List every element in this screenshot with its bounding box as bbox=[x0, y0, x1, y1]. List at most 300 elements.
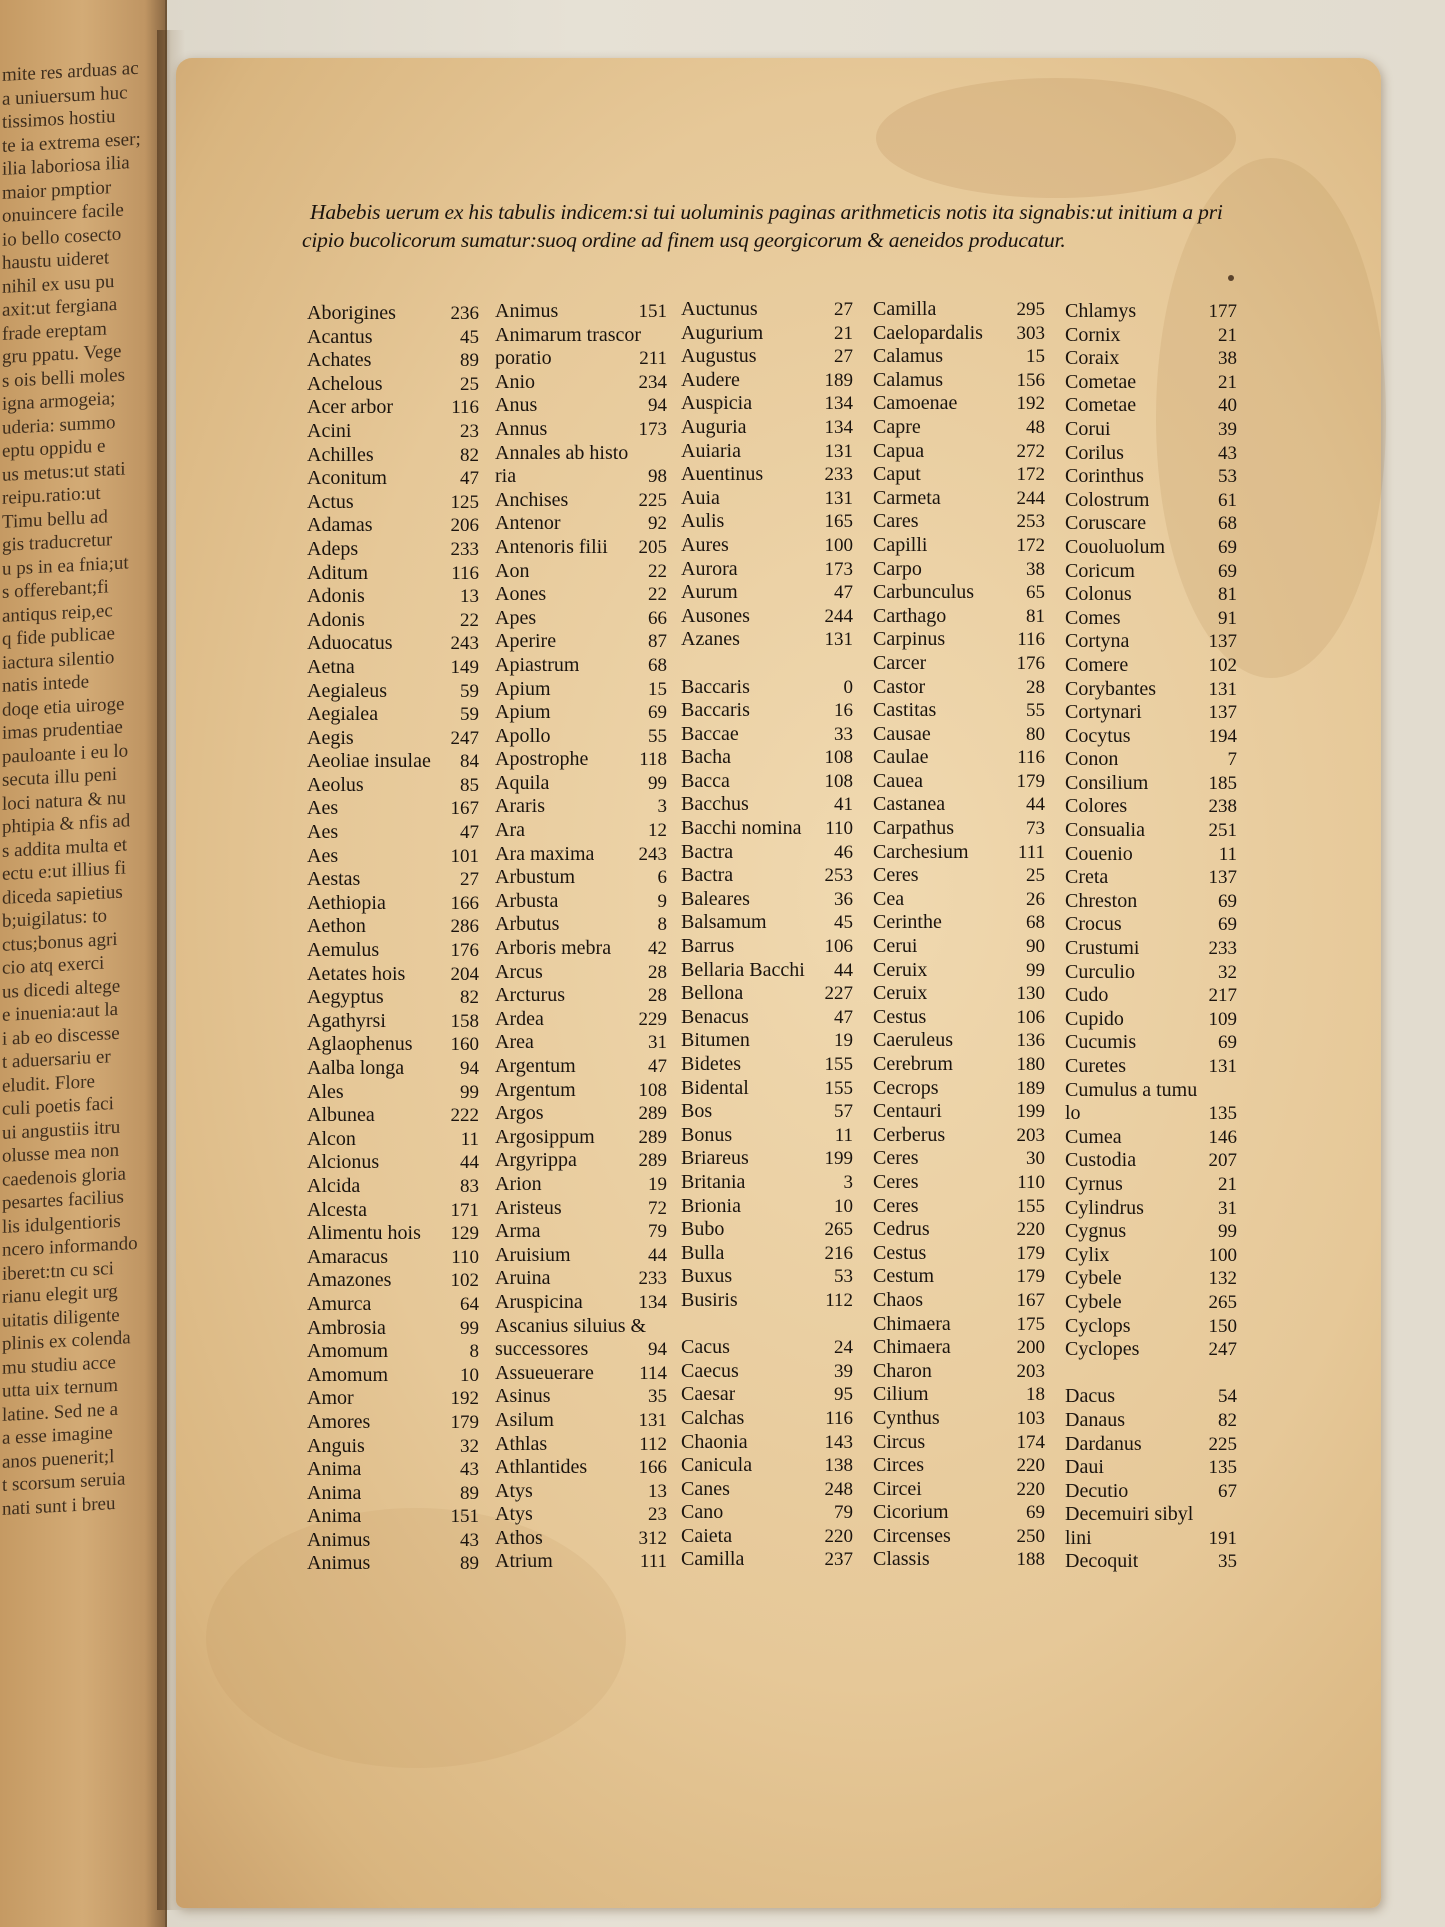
page-number: 125 bbox=[450, 491, 479, 513]
index-term: Consilium bbox=[1065, 771, 1149, 794]
page-number: 265 bbox=[824, 1219, 853, 1241]
index-term: Coruscare bbox=[1065, 512, 1147, 535]
index-term: Ales bbox=[307, 1080, 344, 1103]
index-term: Bidetes bbox=[681, 1053, 741, 1075]
page-number: 21 bbox=[1218, 371, 1237, 393]
index-entry bbox=[681, 605, 853, 629]
left-page-line: nati sunt i breu bbox=[2, 1492, 116, 1520]
page-number: 28 bbox=[648, 961, 667, 983]
index-term: Corinthus bbox=[1065, 465, 1144, 488]
index-term: Cestum bbox=[873, 1265, 935, 1288]
index-term: Adamas bbox=[307, 514, 373, 537]
index-entry bbox=[681, 793, 853, 817]
page-number: 81 bbox=[1026, 605, 1045, 627]
index-entry bbox=[1065, 324, 1237, 348]
page-number: 59 bbox=[460, 704, 479, 726]
left-page-line: iberet:tn cu sci bbox=[2, 1257, 114, 1285]
page-number: 103 bbox=[1016, 1407, 1045, 1429]
left-page-line: t scorsum seruia bbox=[2, 1468, 126, 1496]
index-term: Ambrosia bbox=[307, 1316, 386, 1339]
index-term: Curetes bbox=[1065, 1055, 1127, 1077]
page-number: 286 bbox=[450, 916, 479, 938]
page-number: 155 bbox=[824, 1077, 853, 1099]
page-number: 53 bbox=[1218, 466, 1237, 488]
index-entry bbox=[307, 1199, 479, 1223]
index-term: Bellona bbox=[681, 982, 744, 1005]
index-term: Cano bbox=[681, 1501, 724, 1524]
left-page-line: us dicedi altege bbox=[2, 975, 121, 1003]
page-number: 200 bbox=[1016, 1337, 1045, 1359]
index-term: Aditum bbox=[307, 561, 369, 584]
page-number: 23 bbox=[460, 420, 479, 442]
index-term: Arion bbox=[495, 1172, 542, 1195]
index-term: Bacchus bbox=[681, 793, 749, 816]
page-number: 19 bbox=[834, 1030, 853, 1052]
index-term: Achilles bbox=[307, 443, 374, 466]
page-number: 106 bbox=[1016, 1006, 1045, 1028]
page-number: 94 bbox=[648, 1339, 667, 1361]
index-entry bbox=[681, 1525, 853, 1549]
index-term: Cea bbox=[873, 887, 905, 910]
index-entry bbox=[495, 300, 667, 324]
index-term: Carpinus bbox=[873, 628, 946, 651]
page-number: 199 bbox=[1016, 1101, 1045, 1123]
page-number: 10 bbox=[460, 1364, 479, 1386]
index-term: Cybele bbox=[1065, 1290, 1122, 1313]
index-entry bbox=[681, 369, 853, 393]
page-number: 135 bbox=[1208, 1457, 1237, 1479]
index-entry bbox=[1065, 1197, 1237, 1221]
left-page-line: q fide publicae bbox=[2, 623, 115, 650]
heading-line: cipio bucolicorum sumatur:suoq ordine ad finem usq georgicorum & aeneidos producatur. bbox=[302, 228, 1066, 252]
page-number: 253 bbox=[1016, 511, 1045, 533]
page-number: 143 bbox=[824, 1431, 853, 1453]
index-entry bbox=[1065, 1433, 1237, 1457]
index-entry bbox=[873, 369, 1045, 393]
index-entry bbox=[495, 1008, 667, 1032]
index-entry bbox=[873, 416, 1045, 440]
index-entry bbox=[873, 1029, 1045, 1053]
left-page-line: eptu oppidu e bbox=[2, 435, 106, 462]
index-entry bbox=[1065, 1031, 1237, 1055]
left-page-line: mite res arduas ac bbox=[2, 57, 139, 86]
page-number: 244 bbox=[824, 605, 853, 627]
index-term: Balsamum bbox=[681, 911, 767, 934]
index-term: Aristeus bbox=[495, 1196, 562, 1219]
page-number: 253 bbox=[824, 865, 853, 887]
index-term: Alcesta bbox=[307, 1198, 367, 1221]
index-term: Centauri bbox=[873, 1100, 942, 1123]
index-term: Bacca bbox=[681, 769, 730, 792]
index-entry bbox=[307, 585, 479, 609]
left-page-line: s offerebant;fi bbox=[2, 576, 109, 603]
index-entry bbox=[681, 817, 853, 841]
index-term: Carchesium bbox=[873, 840, 969, 863]
page-number: 69 bbox=[1218, 560, 1237, 582]
left-page-line: loci natura & nu bbox=[2, 786, 126, 815]
index-entry bbox=[873, 1525, 1045, 1549]
index-term: Colores bbox=[1065, 795, 1128, 818]
index-term: Adonis bbox=[307, 585, 365, 608]
index-term: Cometae bbox=[1065, 394, 1137, 417]
left-page-line: uitatis diligente bbox=[2, 1304, 120, 1332]
index-term: Cyrnus bbox=[1065, 1172, 1123, 1195]
index-term: Animus bbox=[307, 1552, 371, 1575]
index-term: Decemuiri sibyl bbox=[1065, 1503, 1194, 1526]
index-entry bbox=[307, 538, 479, 562]
page-number: 99 bbox=[1026, 959, 1045, 981]
index-entry bbox=[495, 1149, 667, 1173]
index-column bbox=[681, 298, 853, 1572]
index-entry bbox=[873, 864, 1045, 888]
index-term: Arbustum bbox=[495, 866, 575, 889]
page-number: 31 bbox=[1218, 1197, 1237, 1219]
page-number: 69 bbox=[1218, 914, 1237, 936]
index-term: Area bbox=[495, 1031, 534, 1054]
left-page-line: natis intede bbox=[2, 671, 90, 697]
index-entry bbox=[873, 1289, 1045, 1313]
index-term: Aeoliae insulae bbox=[307, 750, 431, 773]
page-number: 33 bbox=[834, 723, 853, 745]
page-number: 43 bbox=[460, 1459, 479, 1481]
page-number: 31 bbox=[648, 1032, 667, 1054]
index-term: Aperire bbox=[495, 630, 557, 653]
page-number: 185 bbox=[1208, 772, 1237, 794]
left-page-line: haustu uideret bbox=[2, 247, 110, 274]
index-entry bbox=[873, 1077, 1045, 1101]
index-term: Anio bbox=[495, 370, 535, 393]
index-entry bbox=[307, 632, 479, 656]
page-number: 179 bbox=[1016, 1242, 1045, 1264]
index-term: Aalba longa bbox=[307, 1057, 405, 1079]
page-number: 110 bbox=[1017, 1171, 1045, 1193]
index-term: Aegis bbox=[307, 726, 354, 749]
page-number: 131 bbox=[638, 1409, 667, 1431]
left-page-line: axit:ut fergiana bbox=[2, 293, 118, 321]
left-page-line: u ps in ea fnia;ut bbox=[2, 551, 129, 580]
page-number: 28 bbox=[648, 985, 667, 1007]
index-entry bbox=[681, 746, 853, 770]
index-term: Aduocatus bbox=[307, 632, 393, 655]
index-entry bbox=[495, 1055, 667, 1079]
page-number: 69 bbox=[1218, 536, 1237, 558]
page-number: 191 bbox=[1208, 1527, 1237, 1549]
index-term: Asilum bbox=[495, 1408, 554, 1431]
page-number: 35 bbox=[648, 1386, 667, 1408]
left-page-line: caedenois gloria bbox=[2, 1162, 126, 1191]
index-table bbox=[295, 300, 1255, 1600]
index-entry bbox=[495, 1385, 667, 1409]
index-term: Circes bbox=[873, 1454, 925, 1477]
index-entry bbox=[495, 465, 667, 489]
index-term: Apium bbox=[495, 677, 551, 700]
left-page-line: olusse mea non bbox=[2, 1139, 120, 1167]
index-term: Audere bbox=[681, 368, 740, 391]
index-term: Ausones bbox=[681, 604, 750, 627]
page-number: 99 bbox=[1218, 1221, 1237, 1243]
page-number: 174 bbox=[1016, 1431, 1045, 1453]
index-entry bbox=[495, 1220, 667, 1244]
index-term: Alcionus bbox=[307, 1151, 380, 1174]
page-number: 36 bbox=[834, 888, 853, 910]
index-column bbox=[1065, 300, 1237, 1574]
page-number: 265 bbox=[1208, 1291, 1237, 1313]
index-term: Benacus bbox=[681, 1005, 749, 1028]
page-number: 82 bbox=[460, 987, 479, 1009]
index-entry bbox=[681, 982, 853, 1006]
index-term: Bellaria Bacchi bbox=[681, 958, 805, 981]
page-number: 220 bbox=[824, 1525, 853, 1547]
index-entry bbox=[307, 1317, 479, 1341]
index-term: Bacchi nomina bbox=[681, 817, 802, 840]
page-number: 134 bbox=[638, 1291, 667, 1313]
left-page-line: gis traducretur bbox=[2, 529, 113, 556]
index-term: Cudo bbox=[1065, 984, 1109, 1007]
page-number: 116 bbox=[1017, 747, 1045, 769]
page-number: 13 bbox=[460, 586, 479, 608]
index-entry bbox=[681, 1360, 853, 1384]
page-number: 179 bbox=[1016, 1266, 1045, 1288]
page-number: 199 bbox=[824, 1148, 853, 1170]
index-term: Cilium bbox=[873, 1383, 929, 1406]
page-number: 155 bbox=[1016, 1195, 1045, 1217]
page-number: 95 bbox=[834, 1384, 853, 1406]
index-term: Acantus bbox=[307, 325, 373, 348]
index-entry bbox=[307, 1033, 479, 1057]
page-number: 216 bbox=[824, 1242, 853, 1264]
index-entry bbox=[307, 1482, 479, 1506]
index-entry bbox=[307, 939, 479, 963]
index-entry bbox=[873, 1265, 1045, 1289]
page-number: 205 bbox=[638, 536, 667, 558]
index-term: Carpo bbox=[873, 557, 922, 580]
index-entry bbox=[873, 510, 1045, 534]
index-term: Alcida bbox=[307, 1174, 361, 1197]
page-number: 207 bbox=[1208, 1150, 1237, 1172]
page-number: 220 bbox=[1016, 1478, 1045, 1500]
page-number: 225 bbox=[1208, 1433, 1237, 1455]
index-term: Annales ab histo bbox=[495, 441, 629, 464]
index-term: Busiris bbox=[681, 1288, 738, 1311]
index-term: Classis bbox=[873, 1548, 930, 1571]
page-number: 102 bbox=[450, 1270, 479, 1292]
index-term: Azanes bbox=[681, 628, 740, 651]
index-entry bbox=[307, 349, 479, 373]
index-entry bbox=[495, 1291, 667, 1315]
index-entry bbox=[1065, 512, 1237, 536]
index-term: Cauea bbox=[873, 769, 923, 792]
index-term: Chimaera bbox=[873, 1336, 951, 1359]
index-term: Athos bbox=[495, 1526, 543, 1549]
index-entry bbox=[681, 392, 853, 416]
index-term: Amazones bbox=[307, 1269, 392, 1292]
page-number: 176 bbox=[1016, 652, 1045, 674]
index-entry bbox=[1065, 1220, 1237, 1244]
index-term: Aborigines bbox=[307, 302, 396, 324]
left-page-line: anos puenerit;l bbox=[2, 1445, 115, 1473]
index-entry bbox=[1065, 418, 1237, 442]
left-page-line: gru ppatu. Vege bbox=[2, 340, 122, 368]
index-term: Anima bbox=[307, 1458, 362, 1481]
index-entry bbox=[1065, 1291, 1237, 1315]
index-entry bbox=[1065, 725, 1237, 749]
index-entry bbox=[307, 656, 479, 680]
index-term: Comere bbox=[1065, 653, 1129, 676]
index-term: Coraix bbox=[1065, 347, 1120, 370]
index-entry bbox=[495, 1362, 667, 1386]
index-term: Asinus bbox=[495, 1385, 551, 1408]
index-term: Aes bbox=[307, 797, 339, 820]
index-term: Aulis bbox=[681, 510, 725, 533]
index-entry bbox=[873, 440, 1045, 464]
page-number: 19 bbox=[648, 1173, 667, 1195]
index-term: Cupido bbox=[1065, 1007, 1124, 1030]
index-entry bbox=[873, 1195, 1045, 1219]
index-term: Achelous bbox=[307, 372, 383, 395]
index-entry bbox=[495, 961, 667, 985]
index-entry bbox=[307, 1387, 479, 1411]
index-entry bbox=[307, 868, 479, 892]
index-entry bbox=[1065, 866, 1237, 890]
index-entry bbox=[495, 890, 667, 914]
index-term: Cyclopes bbox=[1065, 1338, 1140, 1361]
page-number: 22 bbox=[648, 584, 667, 606]
page-number: 101 bbox=[450, 845, 479, 867]
index-term: Ceruix bbox=[873, 982, 928, 1005]
index-entry bbox=[307, 892, 479, 916]
index-term: Carthago bbox=[873, 604, 947, 627]
index-entry bbox=[681, 581, 853, 605]
index-term: Circei bbox=[873, 1477, 922, 1500]
page-number: 38 bbox=[1218, 348, 1237, 370]
page-number: 179 bbox=[1016, 770, 1045, 792]
index-entry bbox=[681, 1242, 853, 1266]
index-entry bbox=[495, 324, 667, 348]
index-term: Apium bbox=[495, 701, 551, 724]
index-term: Coricum bbox=[1065, 559, 1135, 582]
index-entry bbox=[495, 560, 667, 584]
left-page-line: ilia laboriosa ilia bbox=[2, 152, 130, 180]
index-term: Aes bbox=[307, 844, 339, 867]
index-term: Calchas bbox=[681, 1406, 745, 1429]
left-page-line: mu studiu acce bbox=[2, 1351, 116, 1379]
index-term: Crocus bbox=[1065, 913, 1122, 936]
page-number: 43 bbox=[1218, 442, 1237, 464]
index-term: Caelopardalis bbox=[873, 321, 983, 344]
ink-dot bbox=[1228, 275, 1234, 281]
index-entry bbox=[1065, 583, 1237, 607]
index-term: Adeps bbox=[307, 537, 359, 560]
left-page-line: io bello cosecto bbox=[2, 223, 122, 251]
index-entry bbox=[873, 699, 1045, 723]
index-entry bbox=[873, 534, 1045, 558]
index-entry bbox=[495, 937, 667, 961]
page-number: 203 bbox=[1016, 1124, 1045, 1146]
page-number: 25 bbox=[460, 373, 479, 395]
index-entry bbox=[1065, 489, 1237, 513]
index-term: Chreston bbox=[1065, 889, 1138, 912]
index-term: Curculio bbox=[1065, 960, 1135, 983]
index-entry bbox=[495, 1315, 667, 1339]
page-number: 21 bbox=[1218, 1173, 1237, 1195]
index-entry bbox=[681, 723, 853, 747]
index-term: Arma bbox=[495, 1220, 541, 1243]
index-term: Aon bbox=[495, 559, 530, 582]
page-number: 90 bbox=[1026, 936, 1045, 958]
index-term: Aetna bbox=[307, 655, 355, 678]
page-number: 68 bbox=[1218, 513, 1237, 535]
page-number: 68 bbox=[1026, 912, 1045, 934]
index-entry bbox=[495, 512, 667, 536]
left-page-line: ctus;bonus agri bbox=[2, 928, 118, 956]
index-entry bbox=[873, 1147, 1045, 1171]
page-number: 131 bbox=[824, 487, 853, 509]
left-page-line: cio atq exerci bbox=[2, 952, 105, 979]
index-entry bbox=[495, 536, 667, 560]
index-entry bbox=[681, 699, 853, 723]
index-entry bbox=[873, 605, 1045, 629]
page-number: 151 bbox=[450, 1506, 479, 1528]
page-number: 9 bbox=[657, 890, 667, 912]
index-entry bbox=[681, 558, 853, 582]
index-entry bbox=[873, 581, 1045, 605]
page-number: 158 bbox=[450, 1010, 479, 1032]
index-term: Chaos bbox=[873, 1288, 923, 1311]
index-entry bbox=[307, 1458, 479, 1482]
index-term: Amomum bbox=[307, 1363, 389, 1386]
index-entry bbox=[681, 1053, 853, 1077]
index-entry bbox=[681, 510, 853, 534]
page-heading bbox=[302, 198, 1250, 254]
page-number: 11 bbox=[1218, 843, 1237, 865]
index-entry bbox=[681, 911, 853, 935]
index-entry bbox=[495, 1456, 667, 1480]
index-term: Corybantes bbox=[1065, 677, 1157, 700]
index-term: Castitas bbox=[873, 699, 937, 722]
index-term: Cacus bbox=[681, 1336, 730, 1359]
page-number: 188 bbox=[1016, 1549, 1045, 1571]
page-number: 30 bbox=[1026, 1148, 1045, 1170]
index-term: Animus bbox=[495, 300, 559, 322]
page-number: 47 bbox=[460, 468, 479, 490]
index-entry bbox=[681, 1029, 853, 1053]
index-entry bbox=[495, 1527, 667, 1551]
index-entry bbox=[307, 703, 479, 727]
index-term: Cylindrus bbox=[1065, 1196, 1144, 1219]
index-column bbox=[307, 302, 479, 1576]
index-term: Camoenae bbox=[873, 392, 958, 415]
index-term: Cornix bbox=[1065, 323, 1121, 346]
index-entry bbox=[873, 1053, 1045, 1077]
left-page-line: b;uigilatus: to bbox=[2, 905, 108, 932]
page-number: 192 bbox=[450, 1388, 479, 1410]
index-entry bbox=[873, 1171, 1045, 1195]
page-number: 229 bbox=[638, 1008, 667, 1030]
index-entry bbox=[307, 845, 479, 869]
index-term: Cocytus bbox=[1065, 724, 1131, 747]
left-page-line: doqe etia uiroge bbox=[2, 693, 125, 721]
index-entry bbox=[873, 841, 1045, 865]
index-entry bbox=[1065, 1149, 1237, 1173]
page-number: 272 bbox=[1016, 440, 1045, 462]
index-entry bbox=[307, 1081, 479, 1105]
index-entry bbox=[307, 774, 479, 798]
page-number: 131 bbox=[824, 440, 853, 462]
index-entry bbox=[495, 1031, 667, 1055]
index-entry bbox=[873, 1218, 1045, 1242]
index-term: poratio bbox=[495, 347, 552, 370]
page-number: 243 bbox=[638, 843, 667, 865]
